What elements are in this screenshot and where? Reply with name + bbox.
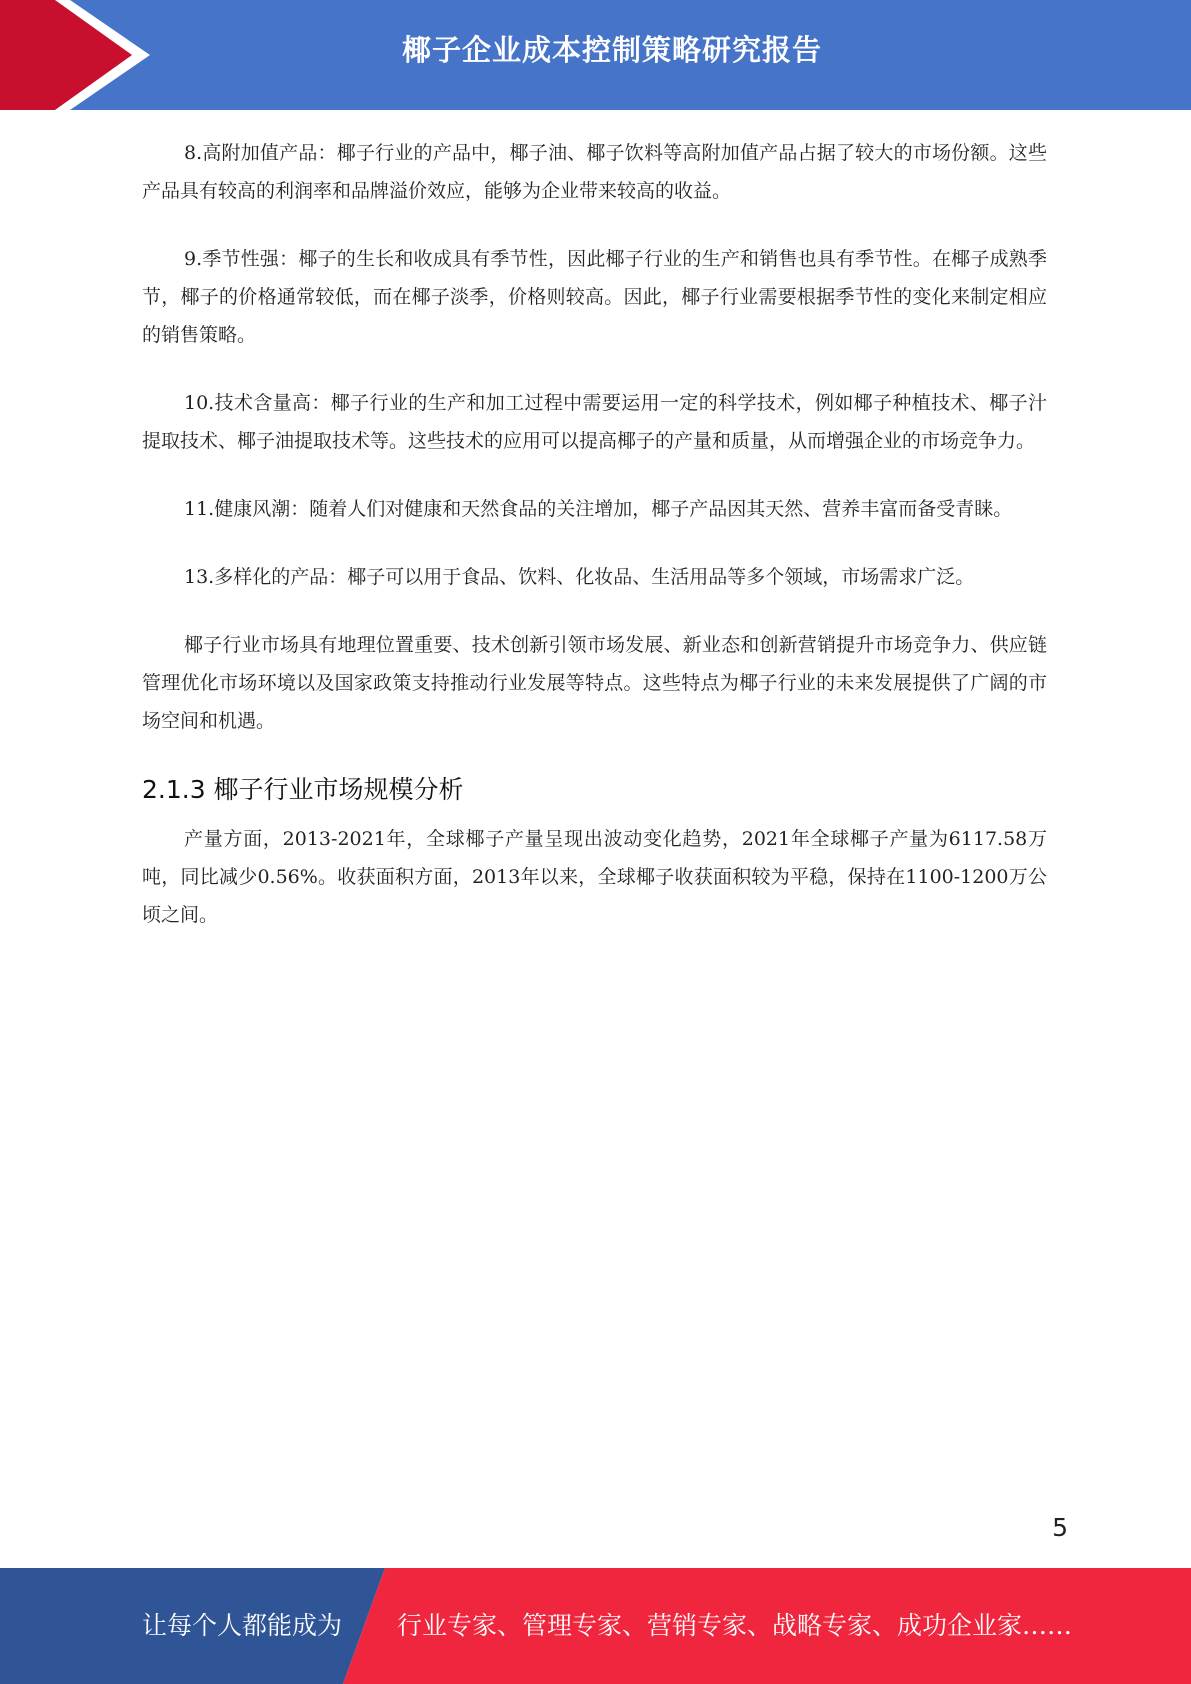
- paragraph-summary: 椰子行业市场具有地理位置重要、技术创新引领市场发展、新业态和创新营销提升市场竞争力、供应链管理优化市场环境以及国家政策支持推动行业发展等特点。这些特点为椰子行业的未来发展提供了广阔的市场空间和机遇。: [142, 634, 1047, 732]
- section-heading: 2.1.3 椰子行业市场规模分析: [142, 775, 464, 804]
- paragraph-technology: 10.技术含量高：椰子行业的生产和加工过程中需要运用一定的科学技术，例如椰子种植技术、椰子汁提取技术、椰子油提取技术等。这些技术的应用可以提高椰子的产量和质量，从而增强企业的市场竞争力。: [142, 392, 1047, 452]
- paragraph-diverse-products: 13.多样化的产品：椰子可以用于食品、饮料、化妆品、生活用品等多个领域，市场需求广泛。: [184, 566, 975, 588]
- paragraph-seasonality: 9.季节性强：椰子的生长和收成具有季节性，因此椰子行业的生产和销售也具有季节性。在椰子成熟季节，椰子的价格通常较低，而在椰子淡季，价格则较高。因此，椰子行业需要根据季节性的变化来制定相应的销售策略。: [142, 248, 1047, 346]
- footer-slogan-left: 让每个人都能成为: [142, 1611, 343, 1640]
- page-footer: [0, 1568, 1191, 1684]
- paragraph-health-trend: 11.健康风潮：随着人们对健康和天然食品的关注增加，椰子产品因其天然、营养丰富而备受青睐。: [184, 498, 1013, 520]
- paragraph-high-value-products: 8.高附加值产品：椰子行业的产品中，椰子油、椰子饮料等高附加值产品占据了较大的市场份额。这些产品具有较高的利润率和品牌溢价效应，能够为企业带来较高的收益。: [142, 142, 1047, 202]
- paragraph-market-size: 产量方面，2013-2021年，全球椰子产量呈现出波动变化趋势，2021年全球椰子产量为6117.58万吨，同比减少0.56%。收获面积方面，2013年以来，全球椰子收获面积较为平稳，保持在1100-1200万公顷之间。: [142, 828, 1047, 926]
- document-body: [142, 134, 1047, 964]
- page-number: 5: [1052, 1513, 1068, 1542]
- report-title: 椰子企业成本控制策略研究报告: [401, 33, 822, 67]
- footer-slogan-right: 行业专家、管理专家、营销专家、战略专家、成功企业家……: [397, 1611, 1073, 1640]
- page-header: [0, 0, 1191, 110]
